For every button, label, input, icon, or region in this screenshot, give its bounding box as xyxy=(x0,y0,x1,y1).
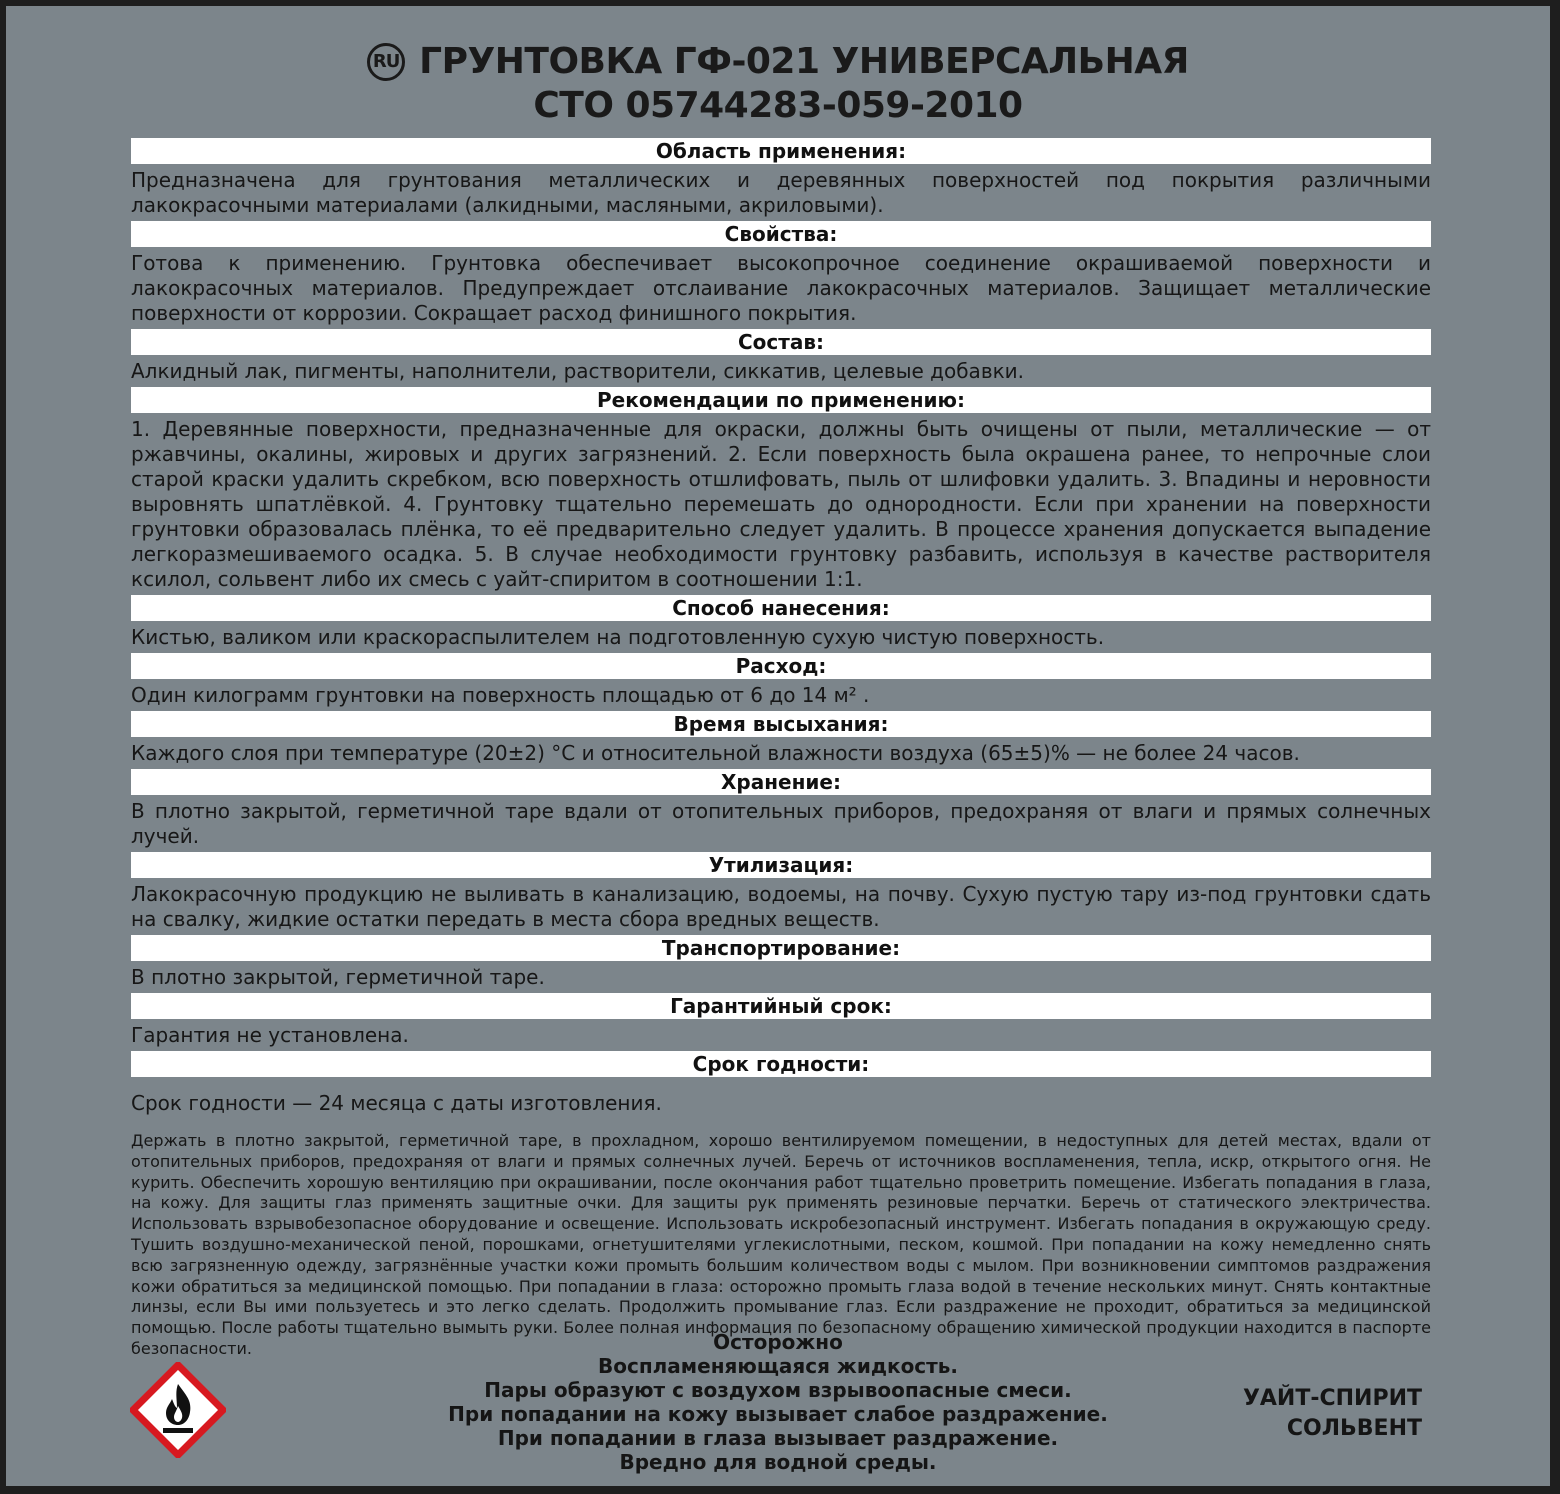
section-text: Один килограмм грунтовки на поверхность площадью от 6 до 14 м² . xyxy=(131,683,870,707)
ru-mark-icon: RU xyxy=(367,43,405,81)
section-heading: Область применения: xyxy=(131,138,1431,164)
section-heading: Срок годности: xyxy=(131,1051,1431,1077)
section-disposal xyxy=(131,852,1431,935)
section-heading: Утилизация: xyxy=(131,852,1431,878)
section-text: Лакокрасочную продукцию не выливать в канализацию, водоемы, на почву. Сухую пустую тару из-под грунтовки сдать на свалку, жидкие остатки передать в места сбора вредных веществ. xyxy=(131,882,1431,931)
section-text: В плотно закрытой, герметичной таре вдали от отопительных приборов, предохраняя от влаги и прямых солнечных лучей. xyxy=(131,799,1431,848)
section-composition xyxy=(131,329,1431,387)
hazard-statement: При попадании в глаза вызывает раздражение. xyxy=(497,1426,1059,1450)
product-name: ГРУНТОВКА ГФ-021 УНИВЕРСАЛЬНАЯ xyxy=(419,41,1189,82)
section-storage xyxy=(131,769,1431,852)
section-text: Кистью, валиком или краскораспылителем на подготовленную сухую чистую поверхность. xyxy=(131,625,1105,649)
section-text: Гарантия не установлена. xyxy=(131,1023,409,1047)
section-heading: Расход: xyxy=(131,653,1431,679)
section-text: Каждого слоя при температуре (20±2) °С и относительной влажности воздуха (65±5)% — не более 24 часов. xyxy=(131,741,1300,765)
title-line-1 xyxy=(6,40,1550,84)
hazard-statement: Вредно для водной среды. xyxy=(619,1450,937,1474)
section-method xyxy=(131,595,1431,653)
section-heading: Рекомендации по применению: xyxy=(131,387,1431,413)
solvent-item: СОЛЬВЕНТ xyxy=(1286,1416,1422,1441)
section-drying-time xyxy=(131,711,1431,769)
label-content xyxy=(131,138,1431,1360)
section-heading: Время высыхания: xyxy=(131,711,1431,737)
flame-hazard-icon xyxy=(130,1362,226,1458)
section-shelf-life xyxy=(131,1051,1431,1119)
hazard-statement: Пары образуют с воздухом взрывоопасные смеси. xyxy=(484,1378,1072,1402)
section-heading: Состав: xyxy=(131,329,1431,355)
section-heading: Гарантийный срок: xyxy=(131,993,1431,1019)
section-text: Алкидный лак, пигменты, наполнители, растворители, сиккатив, целевые добавки. xyxy=(131,359,1025,383)
section-consumption xyxy=(131,653,1431,711)
hazard-statement: Воспламеняющаяся жидкость. xyxy=(598,1354,958,1378)
section-heading: Свойства: xyxy=(131,221,1431,247)
product-label xyxy=(6,6,1550,1486)
section-transport xyxy=(131,935,1431,993)
section-text: В плотно закрытой, герметичной таре. xyxy=(131,965,545,989)
section-heading: Способ нанесения: xyxy=(131,595,1431,621)
section-text: Готова к применению. Грунтовка обеспечивает высокопрочное соединение окрашиваемой поверхности и лакокрасочных материалов. Предупреждает отслаивание лакокрасочных материалов. Защищает металлические поверхности от коррозии. Сокращает расход финишного покрытия. xyxy=(131,251,1431,325)
solvent-list xyxy=(1243,1384,1422,1444)
section-text: Срок годности — 24 месяца с даты изготовления. xyxy=(131,1091,662,1115)
section-heading: Хранение: xyxy=(131,769,1431,795)
standard-number: СТО 05744283-059-2010 xyxy=(533,85,1023,126)
label-title xyxy=(6,40,1550,128)
section-properties xyxy=(131,221,1431,329)
section-text: 1. Деревянные поверхности, предназначенные для окраски, должны быть очищены от пыли, металлические — от ржавчины, окалины, жировых и других загрязнений. 2. Если поверхность была окрашена ранее, то непрочные слои старой краски удалить скребком, всю поверхность отшлифовать, пыль от шлифовки удалить. 3. Впадины и неровности выровнять шпатлёвкой. 4. Грунтовку тщательно перемешать до однородности. Если при хранении на поверхности грунтовки образовалась плёнка, то её предварительно следует удалить. В процессе хранения допускается выпадение легкоразмешиваемого осадка. 5. В случае необходимости грунтовку разбавить, используя в качестве растворителя ксилол, сольвент либо их смесь с уайт-спиритом в соотношении 1:1. xyxy=(131,417,1431,591)
section-warranty xyxy=(131,993,1431,1051)
section-application xyxy=(131,138,1431,221)
safety-instructions: Держать в плотно закрытой, герметичной таре, в прохладном, хорошо вентилируемом помещении, в недоступных для детей местах, вдали от отопительных приборов, предохраняя от влаги и прямых солнечных лучей. Беречь от источников воспламенения, тепла, искр, открытого огня. Не курить. Обеспечить хорошую вентиляцию при окрашивании, после окончания работ тщательно проветрить помещение. Избегать попадания в глаза, на кожу. Для защиты глаз применять защитные очки. Для защиты рук применять резиновые перчатки. Беречь от статического электричества. Использовать взрывобезопасное оборудование и освещение. Использовать искробезопасный инструмент. Избегать попадания в окружающую среду. Тушить воздушно-механической пеной, порошками, огнетушителями углекислотными, песком, кошмой. При попадании на кожу немедленно снять всю загрязненную одежду, загрязнённые участки кожи промыть большим количеством воды с мылом. При возникновении симптомов раздражения кожи обратиться за медицинской помощью. При попадании в глаза: осторожно промыть глаза водой в течение нескольких минут. Снять контактные линзы, если Вы ими пользуетесь и это легко сделать. Продолжить промывание глаз. Если раздражение не проходит, обратиться за медицинской помощью. После работы тщательно вымыть руки. Более полная информация по безопасному обращению химической продукции находится в паспорте безопасности. xyxy=(131,1131,1431,1358)
hazard-statement: При попадании на кожу вызывает слабое раздражение. xyxy=(448,1402,1108,1426)
section-recommendations xyxy=(131,387,1431,595)
signal-word: Осторожно xyxy=(713,1330,843,1354)
section-heading: Транспортирование: xyxy=(131,935,1431,961)
solvent-item: УАЙТ-СПИРИТ xyxy=(1242,1386,1422,1411)
section-text: Предназначена для грунтования металлических и деревянных поверхностей под покрытия различными лакокрасочными материалами (алкидными, масляными, акриловыми). xyxy=(131,168,1431,217)
